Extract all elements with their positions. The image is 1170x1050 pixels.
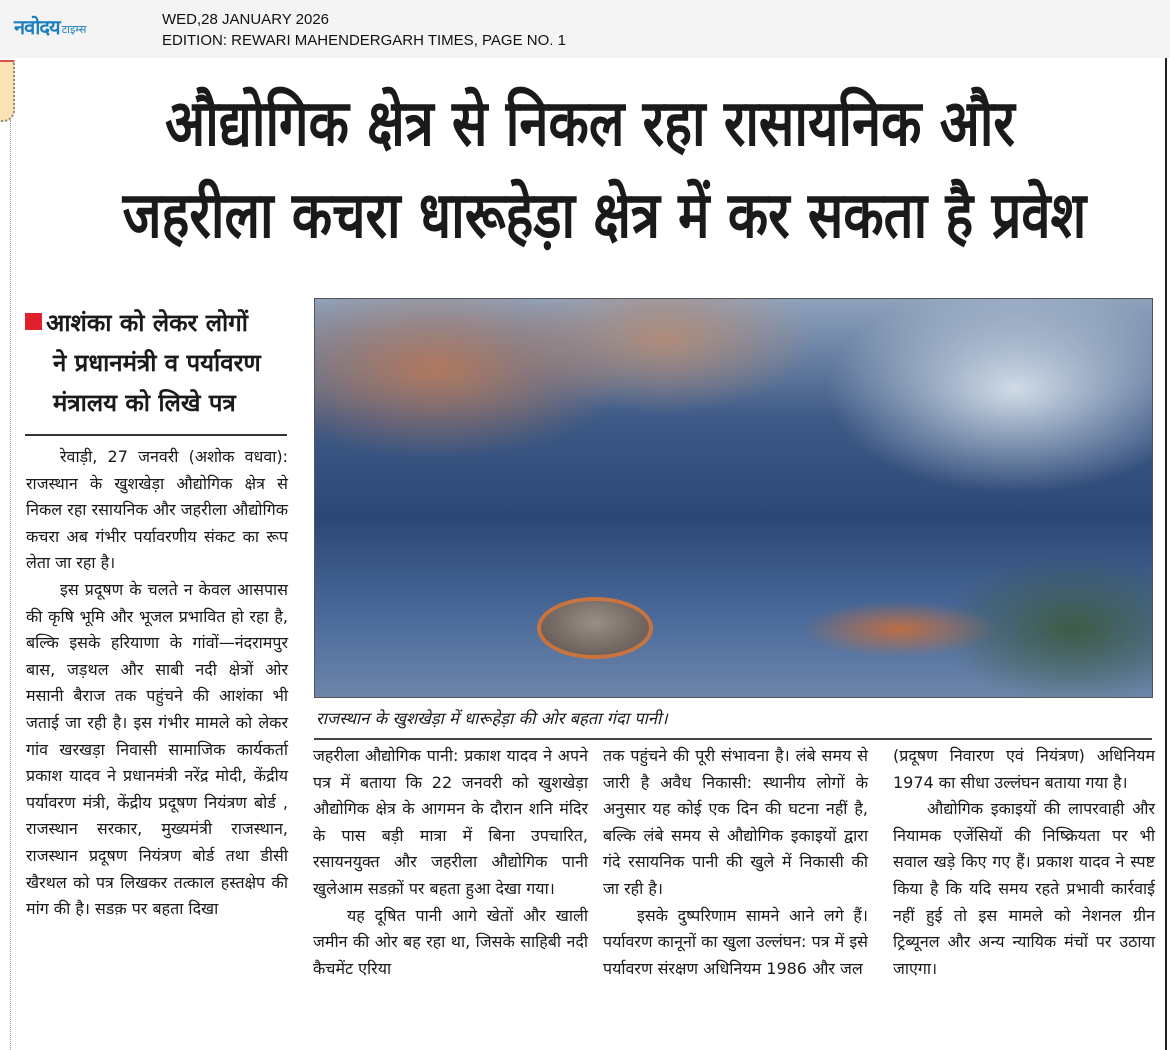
subhead-line-1: आशंका को लेकर लोगों — [46, 309, 248, 337]
left-dotted-border — [10, 120, 11, 1050]
newspaper-logo[interactable] — [14, 12, 86, 38]
logo-sub-text: टाइम्स — [61, 23, 87, 36]
page-tab-marker — [0, 60, 15, 122]
red-square-bullet-icon — [25, 313, 42, 330]
page-header — [0, 0, 1170, 58]
logo-main-text: नवोदय — [14, 15, 60, 39]
paragraph: इसके दुष्परिणाम सामने आने लगे हैं। पर्यावरण कानूनों का खुला उल्लंघन: पत्र में इसे पर्यावरण संरक्षण अधिनियम 1986 और जल — [603, 905, 868, 978]
paragraph: जहरीला औद्योगिक पानी: प्रकाश यादव ने अपने पत्र में बताया कि 22 जनवरी को खुशखेड़ा औद्योगिक क्षेत्र के आगमन के दौरान शनि मंदिर के पास बड़ी मात्रा में बिना उपचारित, रसायनयुक्त और जहरीला औद्योगिक पानी खुलेआम सडक़ों पर बहता हुआ देखा गया। — [313, 746, 588, 898]
right-border-rule — [1165, 58, 1167, 1050]
subhead-line-2: ने प्रधानमंत्री व पर्यावरण — [53, 349, 261, 377]
paragraph: इस प्रदूषण के चलते न केवल आसपास की कृषि भूमि और भूजल प्रभावित हो रहा है, बल्कि इसके हरियाणा के गांवों—नंदरामपुर बास, जड़थल और साबी नदी क्षेत्रों ओर मसानी बैराज तक पहुंचने की आशंका भी जताई जा रही है। इस गंभीर मामले को लेकर गांव खरखड़ा निवासी सामाजिक कार्यकर्ता प्रकाश यादव ने प्रधानमंत्री नरेंद्र मोदी, केंद्रीय पर्यावरण मंत्री, केंद्रीय प्रदूषण नियंत्रण बोर्ड , राजस्थान सरकार, मुख्यमंत्री राजस्थान, राजस्थान प्रदूषण नियंत्रण बोर्ड तथा डीसी खैरथल को पत्र लिखकर तत्काल हस्तक्षेप की मांग की है। सडक़ पर बहता दिखा — [26, 579, 288, 919]
article-subheadline — [25, 303, 290, 423]
paragraph: (प्रदूषण निवारण एवं नियंत्रण) अधिनियम 1974 का सीधा उल्लंघन बताया गया है। — [893, 746, 1155, 792]
headline-line-2: जहरीला कचरा धारूहेड़ा क्षेत्र में कर सकता है प्रवेश — [122, 179, 1087, 253]
newspaper-page — [0, 58, 1170, 1050]
article-column-4 — [893, 743, 1155, 982]
publication-date: WED,28 JANUARY 2026 — [162, 11, 330, 28]
paragraph: रेवाड़ी, 27 जनवरी (अशोक वधवा): राजस्थान के खुशखेड़ा औद्योगिक क्षेत्र से निकल रहा रसायनिक और जहरीला औद्योगिक कचरा अब गंभीर पर्यावरणीय संकट का रूप लेता जा रहा है। — [26, 447, 288, 573]
article-column-1 — [26, 444, 288, 923]
paragraph: औद्योगिक इकाइयों की लापरवाही और नियामक एजेंसियों की निष्क्रियता पर भी सवाल खड़े किए गए हैं। प्रकाश यादव ने स्पष्ट किया है कि यदि समय रहते प्रभावी कार्रवाई नहीं हुई तो इस मामले को नेशनल ग्रीन ट्रिब्यूनल और अन्य न्यायिक मंचों पर उठाया जाएगा। — [893, 799, 1155, 978]
subhead-divider — [25, 434, 287, 436]
headline-line-1: औद्योगिक क्षेत्र से निकल रहा रासायनिक और — [165, 87, 1015, 161]
article-photo[interactable] — [314, 298, 1153, 698]
subhead-line-3: मंत्रालय को लिखे पत्र — [53, 389, 236, 417]
photo-caption: राजस्थान के खुशखेड़ा में धारूहेड़ा की ओर बहता गंदा पानी। — [316, 709, 668, 728]
article-column-2 — [313, 743, 588, 982]
edition-info — [162, 9, 566, 51]
article-headline — [20, 78, 1160, 262]
article-column-3 — [603, 743, 868, 982]
edition-label: EDITION: REWARI MAHENDERGARH TIMES, PAGE NO. 1 — [162, 32, 566, 49]
caption-divider — [314, 738, 1152, 740]
floating-debris-in-water — [537, 597, 653, 659]
paragraph: तक पहुंचने की पूरी संभावना है। लंबे समय से जारी है अवैध निकासी: स्थानीय लोगों के अनुसार यह कोई एक दिन की घटना नहीं है, बल्कि लंबे समय से औद्योगिक इकाइयों द्वारा गंदे रसायनिक पानी की खुले में निकासी की जा रही है। — [603, 746, 868, 898]
paragraph: यह दूषित पानी आगे खेतों और खाली जमीन की ओर बह रहा था, जिसके साहिबी नदी कैचमेंट एरिया — [313, 905, 588, 978]
